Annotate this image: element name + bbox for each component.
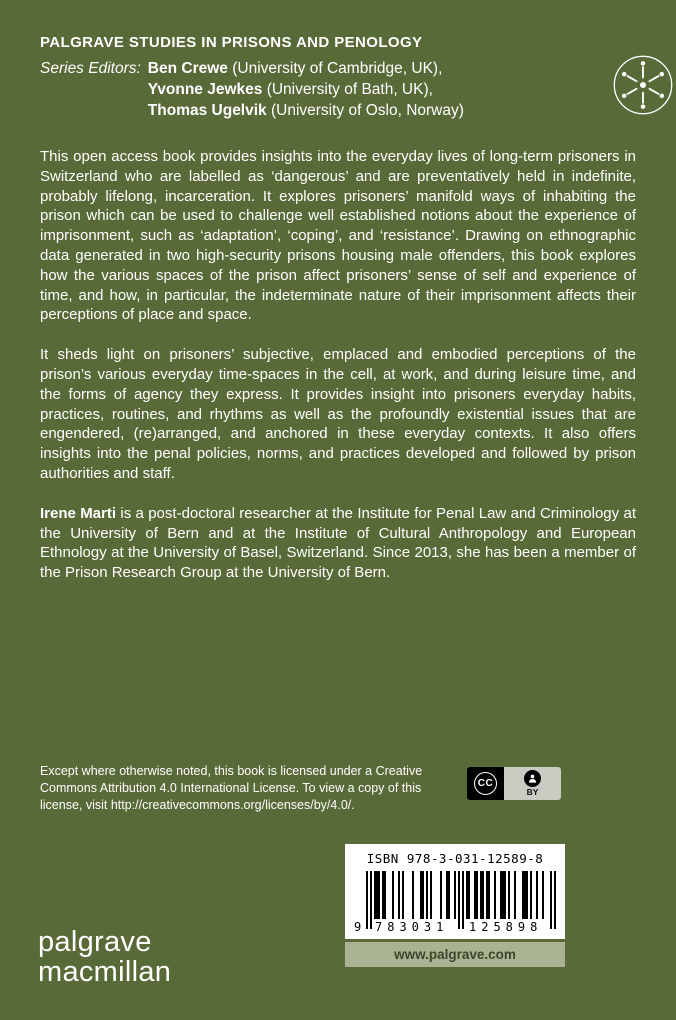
blurb-paragraph-2: It sheds light on prisoners’ subjective, emplaced and embodied perceptions of the prison’s various everyday time-spaces in the cell, at work, and during leisure time, and the forms of agency they express. It provides insight into prisoners everyday habits, practices, routines, and rhythms as well as the profoundly existential issues that are engendered, (re)arranged, and anchored in these everyday contexts. It also offers insights into the penal policies, norms, and practices developed and followed by prison authorities and staff. xyxy=(40,346,636,482)
editor-line xyxy=(148,79,464,100)
editor-name: Yvonne Jewkes xyxy=(147,81,263,98)
cc-logo-icon xyxy=(467,767,504,800)
barcode-digit-group: 125898 xyxy=(469,920,543,934)
license-text: Except where otherwise noted, this book is licensed under a Creative Commons Attribution 4.0 International License. To view a copy of this license, visit http://creativecommons.org/licenses/by/4.0/. xyxy=(40,764,423,812)
barcode-digit-group: 9 xyxy=(354,920,362,934)
publisher-logo xyxy=(38,927,171,987)
publisher-name-macmillan: macmillan xyxy=(38,956,172,988)
blurb-paragraph-1: This open access book provides insights into the everyday lives of long-term prisoners in Switzerland who are labelled as ‘dangerous’ and are preventatively held in indefinite, probably lifelong, incarceration. It explores prisoners’ manifold ways of inhabiting the prison which can be used to challenge well established notions about the experience of imprisonment, such as ‘adaptation’, ‘coping’, and ‘resistance’. Drawing on ethnographic data generated in two high-security prisons housing male offenders, this book explores how the various spaces of the prison affect prisoners’ sense of self and experience of time, and how, in particular, the indeterminate nature of their imprisonment affects their perceptions of place and space. xyxy=(40,148,636,324)
publisher-name-palgrave: palgrave xyxy=(38,926,152,958)
cc-attribution-icon xyxy=(504,767,561,800)
series-editors-block xyxy=(40,58,636,121)
editor-name: Thomas Ugelvik xyxy=(147,102,267,119)
editor-affiliation: (University of Cambridge, UK), xyxy=(227,60,443,77)
editor-affiliation: (University of Bath, UK), xyxy=(262,81,433,98)
author-name: Irene Marti xyxy=(40,504,117,522)
barcode-symbol xyxy=(354,871,556,933)
series-title: PALGRAVE STUDIES IN PRISONS AND PENOLOGY xyxy=(40,34,423,51)
palgrave-snowflake-logo-icon xyxy=(611,53,675,117)
author-bio-text: is a post-doctoral researcher at the Institute for Penal Law and Criminology at the University of Bern and at the Institute of Cultural Anthropology and European Ethnology at the University of Basel, Switzerland. Since 2013, she has been a member of the Prison Research Group at the University of Bern. xyxy=(40,504,637,582)
editor-line xyxy=(148,100,464,121)
isbn-barcode xyxy=(345,844,565,939)
barcode-area xyxy=(345,844,565,967)
editor-affiliation: (University of Oslo, Norway) xyxy=(266,102,464,119)
by-label: BY xyxy=(526,787,539,797)
barcode-digits xyxy=(354,920,556,933)
series-editors-label: Series Editors: xyxy=(40,60,141,77)
person-icon xyxy=(524,770,541,787)
barcode-digit-group: 783031 xyxy=(375,920,449,934)
series-editors-list xyxy=(148,58,464,121)
cc-by-badge xyxy=(467,767,561,800)
editor-name: Ben Crewe xyxy=(147,60,228,77)
editor-line xyxy=(148,58,464,79)
author-bio-paragraph xyxy=(40,504,636,583)
publisher-website: www.palgrave.com xyxy=(345,942,565,967)
isbn-number: ISBN 978-3-031-12589-8 xyxy=(366,851,544,866)
cc-circle-label: CC xyxy=(474,772,497,795)
